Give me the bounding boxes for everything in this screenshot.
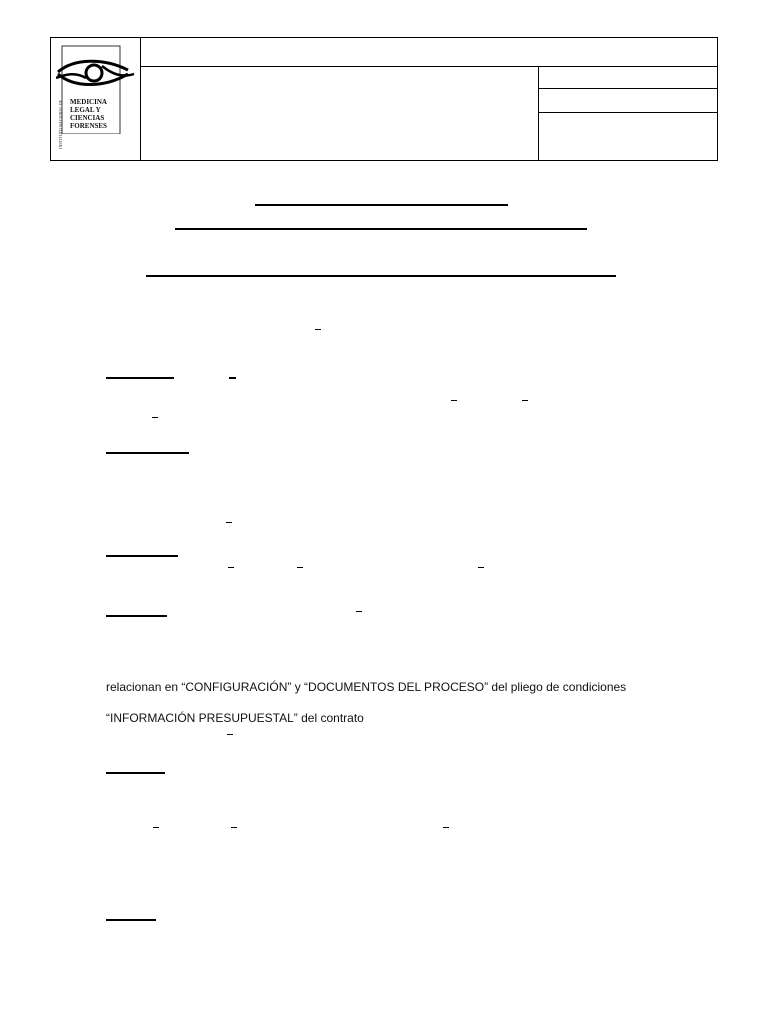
header-divider-right-2	[538, 112, 717, 113]
section-heading-underline	[106, 772, 165, 774]
dash-mark	[153, 827, 159, 828]
dash-mark	[297, 567, 303, 568]
title-underline-1	[255, 204, 508, 206]
title-underline-3	[146, 275, 616, 277]
logo-line: MEDICINA	[70, 98, 107, 106]
section-heading-underline	[106, 919, 156, 921]
dash-mark	[229, 377, 236, 379]
header-divider-right-1	[538, 88, 717, 89]
logo-line: FORENSES	[70, 122, 107, 130]
dash-mark	[356, 611, 362, 612]
dash-mark	[522, 400, 528, 401]
title-underline-2	[175, 228, 587, 230]
dash-mark	[231, 827, 237, 828]
body-text-line: relacionan en “CONFIGURACIÓN” y “DOCUMENTOS DEL PROCESO” del pliego de condiciones	[106, 680, 627, 694]
header-divider-logo	[140, 38, 141, 160]
logo-line: LEGAL Y	[70, 106, 101, 114]
dash-mark	[443, 827, 449, 828]
dash-mark	[226, 522, 232, 523]
header-divider-title	[140, 66, 717, 67]
section-heading-underline	[106, 615, 167, 617]
section-heading-underline	[106, 377, 174, 379]
dash-mark	[451, 400, 457, 401]
section-heading-underline	[106, 452, 189, 454]
dash-mark	[315, 329, 321, 330]
logo-line: CIENCIAS	[70, 114, 105, 122]
dash-mark	[152, 417, 158, 418]
dash-mark	[478, 567, 484, 568]
section-heading-underline	[106, 555, 178, 557]
document-header-table	[50, 37, 718, 161]
header-divider-right	[538, 66, 539, 160]
logo-text	[70, 98, 107, 130]
body-text-line: “INFORMACIÓN PRESUPUESTAL” del contrato	[106, 711, 364, 725]
dash-mark	[228, 567, 234, 568]
logo-side-text: INSTITUTO NACIONAL DE	[58, 100, 63, 149]
dash-mark	[227, 734, 233, 735]
